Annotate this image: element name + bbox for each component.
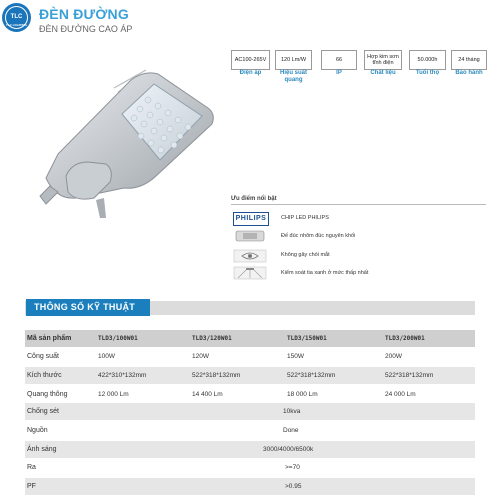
spec-warranty-label: Bảo hành — [455, 70, 483, 76]
street-light-image — [36, 58, 226, 228]
spec-efficiency-label: Hiệu suất quang — [279, 70, 307, 83]
table-cell: 14 400 Lm — [192, 391, 223, 398]
advantages-divider — [231, 204, 486, 205]
row-label: Ra — [27, 464, 36, 471]
page-title: ĐÈN ĐƯỜNG — [39, 6, 129, 22]
table-row — [25, 422, 475, 439]
table-cell: 24 000 Lm — [385, 391, 416, 398]
advantages-title: Ưu điểm nổi bật — [231, 196, 277, 202]
spec-voltage-label: Điện áp — [239, 70, 262, 76]
table-cell: 422*310*132mm — [98, 372, 147, 379]
table-row — [25, 348, 475, 365]
spec-voltage-value: AC100-265V — [231, 50, 270, 70]
table-cell: 522*318*132mm — [287, 372, 336, 379]
logo-subtext: TLC LIGHTING — [6, 23, 27, 27]
table-cell: 100W — [98, 353, 115, 360]
table-cell: 522*318*132mm — [192, 372, 241, 379]
table-row — [25, 478, 475, 495]
spec-ip-value: 66 — [321, 50, 357, 70]
table-cell: 150W — [287, 353, 304, 360]
table-cell: 120W — [192, 353, 209, 360]
brand-logo — [2, 3, 31, 32]
table-row — [25, 367, 475, 384]
row-label: Kích thước — [27, 372, 62, 379]
table-row — [25, 403, 475, 420]
table-row — [25, 441, 475, 458]
header-label: Mã sản phẩm — [27, 335, 72, 342]
table-cell: 10kva — [283, 408, 301, 415]
header-model-4: TLD3/200W01 — [385, 335, 425, 342]
table-cell: 522*318*132mm — [385, 372, 434, 379]
table-cell: Done — [283, 427, 299, 434]
header-model-3: TLD3/150W01 — [287, 335, 327, 342]
spec-material-value: Hợp kim sơn tĩnh điện — [364, 50, 402, 70]
die-cast-icon — [233, 229, 267, 241]
spec-warranty-value: 24 tháng — [451, 50, 487, 70]
table-cell: 12 000 Lm — [98, 391, 129, 398]
row-label: Chống sét — [27, 408, 59, 415]
advantage-item-3: Không gây chói mắt — [281, 252, 330, 258]
light-distribution-icon — [233, 266, 267, 278]
row-label: Công suất — [27, 353, 59, 360]
table-header-row — [25, 330, 475, 347]
row-label: Nguồn — [27, 427, 48, 434]
eye-icon — [233, 249, 267, 261]
table-cell: 18 000 Lm — [287, 391, 318, 398]
spec-lifetime-value: 50.000h — [409, 50, 446, 70]
table-row — [25, 386, 475, 403]
row-label: Ánh sáng — [27, 446, 57, 453]
page-subtitle: ĐÈN ĐƯỜNG CAO ÁP — [39, 24, 133, 34]
row-label: Quang thông — [27, 391, 68, 398]
table-row — [25, 459, 475, 476]
advantage-item-1: CHIP LED PHILIPS — [281, 215, 329, 221]
header-model-1: TLD3/100W01 — [98, 335, 138, 342]
header-model-2: TLD3/120W01 — [192, 335, 232, 342]
table-cell: >=70 — [285, 464, 300, 471]
table-cell: >0.95 — [285, 483, 302, 490]
spec-ip-label: IP — [336, 70, 342, 76]
spec-efficiency-value: 120 Lm/W — [275, 50, 312, 70]
advantage-item-4: Kiểm soát tia xanh ở mức thấp nhất — [281, 270, 369, 276]
spec-lifetime-label: Tuổi thọ — [415, 70, 440, 76]
table-cell: 3000/4000/6500k — [263, 446, 314, 453]
spec-material-label: Chất liệu — [370, 70, 396, 76]
tech-section-title: THÔNG SỐ KỸ THUẬT — [26, 299, 150, 316]
advantage-item-2: Đế đúc nhôm đúc nguyên khối — [281, 233, 356, 239]
row-label: PF — [27, 483, 36, 490]
table-cell: 200W — [385, 353, 402, 360]
logo-text: TLC — [10, 14, 23, 20]
philips-logo-icon: PHILIPS — [233, 212, 269, 226]
